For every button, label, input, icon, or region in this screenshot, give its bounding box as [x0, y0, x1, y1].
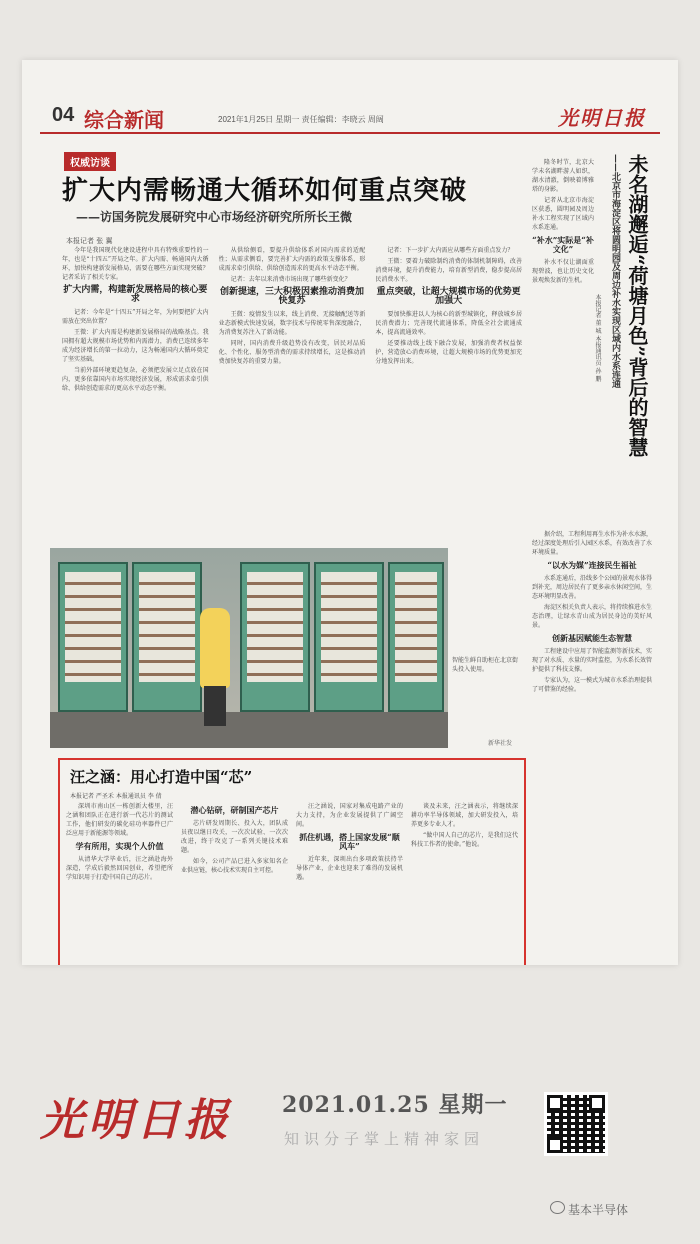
article-column: 汪之涵说，国家对集成电路产业的大力支持，为企业发展提供了广阔空间。 抓住机遇，搭上国家发展“顺风车” 近年来，深圳出台多项政策扶持半导体产业，企业也迎来了难得的发展机遇。	[296, 803, 403, 881]
right-article-intro: 隆冬时节，北京大学未名湖畔游人如织，湖水清澈，倒映着博雅塔的身影。 记者从北京市海淀区获悉，圆明园及周边补水工程实现了区域内水系连通。 “补水”实际是“补文化” 补水不仅让湖面重现碧波，也让历史文化景观焕发新的生机。	[532, 159, 594, 284]
wechat-icon	[550, 1201, 565, 1214]
section-heading: 扩大内需，构建新发展格局的核心要求	[63, 285, 208, 304]
main-subhead: ——访国务院发展研究中心市场经济研究所所长王微	[76, 210, 353, 224]
vending-cabinet	[388, 562, 444, 712]
vending-cabinet	[240, 562, 310, 712]
right-column-article	[532, 134, 652, 965]
main-headline: 扩大内需畅通大循环如何重点突破	[62, 176, 468, 206]
qr-code[interactable]	[544, 1092, 608, 1156]
article-column: 谈及未来，汪之涵表示，将继续深耕功率半导体领域，加大研发投入，培养更多专业人才。 “做中国人自己的芯片，是我们这代科技工作者的使命。”他说。	[411, 803, 518, 848]
section-title: 综合新闻	[84, 108, 164, 132]
article-column: 从供给侧看，要提升供给体系对国内需求的适配性；从需求侧看，要完善扩大内需的政策支撑体系，形成需求牵引供给、供给创造需求的更高水平动态平衡。 记者：去年以来消费市场出现了哪些新变化？ 创新提速，三大积极因素推动消费加快复苏 王微：疫情发生以来，线上消费、无接触配送等新业态新模式快速发展，数字技术与传统零售深度融合，为消费复苏注入了新动能。 同时，国内消费升级趋势没有改变，居民对品质化、个性化、服务型消费的需求持续增长，这是推动消费加快复苏的重要力量。	[218, 247, 366, 365]
article-column: 今年是我国现代化建设进程中具有特殊重要性的一年，也是“十四五”开局之年。扩大内需、畅通国内大循环，加快构建新发展格局，需要在哪些方面实现突破？记者采访了相关专家。 扩大内需，构建新发展格局的核心要求 记者：今年是“十四五”开局之年，为何要把扩大内需放在突出位置？ 王微：扩大内需是构建新发展格局的战略基点。我国拥有超大规模市场优势和内需潜力，消费已连续多年成为经济增长的第一拉动力，这为畅通国内大循环奠定了坚实基础。 当前外部环境更趋复杂，必须把发展立足点放在国内，更多依靠国内市场实现经济发展，形成需求牵引供给、供给创造需求的更高水平动态平衡。	[62, 247, 209, 392]
feature-byline: 本报记者 严圣禾 本报通讯员 李 倩	[70, 793, 162, 800]
section-heading: 抓住机遇，搭上国家发展“顺风车”	[299, 832, 400, 851]
article-column: 潜心钻研，研制国产芯片 芯片研发周期长、投入大，团队成员夜以继日攻关，一次次试验、一次次改进，终于攻克了一系列关键技术难题。 如今，公司产品已进入多家知名企业供应链，核心技术实现自主可控。	[181, 805, 288, 874]
main-byline: 本报记者 张 翼	[66, 237, 113, 245]
news-photo	[50, 548, 448, 748]
interview-tag: 权威访谈	[64, 152, 116, 171]
feature-title: 汪之涵：用心打造中国“芯”	[70, 768, 253, 786]
footer-date: 2021.01.25 星期一	[282, 1092, 508, 1118]
vending-cabinet	[132, 562, 202, 712]
header-meta: 2021年1月25日 星期一 责任编辑：李晓云 周阔	[218, 115, 384, 124]
right-article-body: 据介绍，工程利用再生水作为补水水源，经过深度处理后引入园区水系，有效改善了水环境质量。 “以水为媒”连接民生福祉 水系连通后，沿线多个公园的景观水体得到补充，周边居民有了更多亲水休闲空间，生态环境明显改善。 海淀区相关负责人表示，将持续推进水生态治理，让绿水青山成为居民身边的美好风景。 创新基因赋能生态智慧 工程建设中应用了智能监测等新技术，实现了对水质、水量的实时监控，为水系长效管护提供了科技支撑。 专家认为，这一模式为城市水系治理提供了可借鉴的经验。	[532, 531, 652, 693]
article-column: 记者：下一步扩大内需应从哪些方面重点发力？ 王微：要着力破除制约消费的体制机制障碍，改善消费环境，提升消费能力，培育新型消费，稳步提高居民消费水平。 重点突破，让超大规模市场的优势更加强大 要加快推进以人为核心的新型城镇化，释放城乡居民消费潜力；完善现代流通体系，降低全社会流通成本，提高流通效率。 还要推动线上线下融合发展，加强消费者权益保护，营造放心消费环境，让超大规模市场的优势更加充分地发挥出来。	[375, 247, 523, 365]
section-heading: 重点突破，让超大规模市场的优势更加强大	[376, 287, 521, 306]
vending-cabinet	[314, 562, 384, 712]
main-article-body	[62, 246, 522, 536]
footer-slogan: 知识分子掌上精神家园	[284, 1130, 485, 1148]
page-number: 04	[52, 104, 75, 126]
photo-credit: 新华社发	[488, 740, 513, 747]
right-article-subtitle: ——北京市海淀区将圆明园及周边补水实现区域内水系连通	[610, 154, 620, 388]
section-heading: 创新基因赋能生态智慧	[552, 633, 632, 643]
section-heading: 潜心钻研，研制国产芯片	[190, 805, 279, 815]
photo-caption: 智能生鲜自助柜在北京街头投入使用。	[452, 657, 519, 673]
footer-logo: 光明日报	[40, 1095, 232, 1146]
vending-cabinet	[58, 562, 128, 712]
feature-article-box	[58, 758, 526, 965]
section-heading: 学有所用，实现个人价值	[75, 841, 164, 851]
page-header	[40, 100, 660, 134]
right-article-title: 未名湖邂逅“荷塘月色”背后的智慧	[625, 154, 649, 458]
section-heading: “以水为媒”连接民生福祉	[547, 560, 637, 570]
article-column: 深圳市南山区一栋创新大楼里，汪之涵和团队正在进行新一代芯片的测试工作，他们研发的碳化硅功率器件已广泛应用于新能源等领域。 学有所用，实现个人价值 从清华大学毕业后，汪之涵赴海外深造，学成后毅然回国创业，希望把所学知识用于打造中国自己的芯片。	[66, 803, 173, 881]
section-heading: 创新提速，三大积极因素推动消费加快复苏	[220, 287, 365, 306]
masthead-logo: 光明日报	[558, 106, 646, 130]
watermark: 基本半导体	[568, 1203, 629, 1217]
shopper-figure	[200, 608, 230, 688]
section-heading: “补水”实际是“补文化”	[532, 235, 594, 254]
right-article-byline: 本报记者 董 城 本报通讯员 孙 鹏	[594, 294, 601, 382]
newspaper-page	[22, 60, 678, 965]
